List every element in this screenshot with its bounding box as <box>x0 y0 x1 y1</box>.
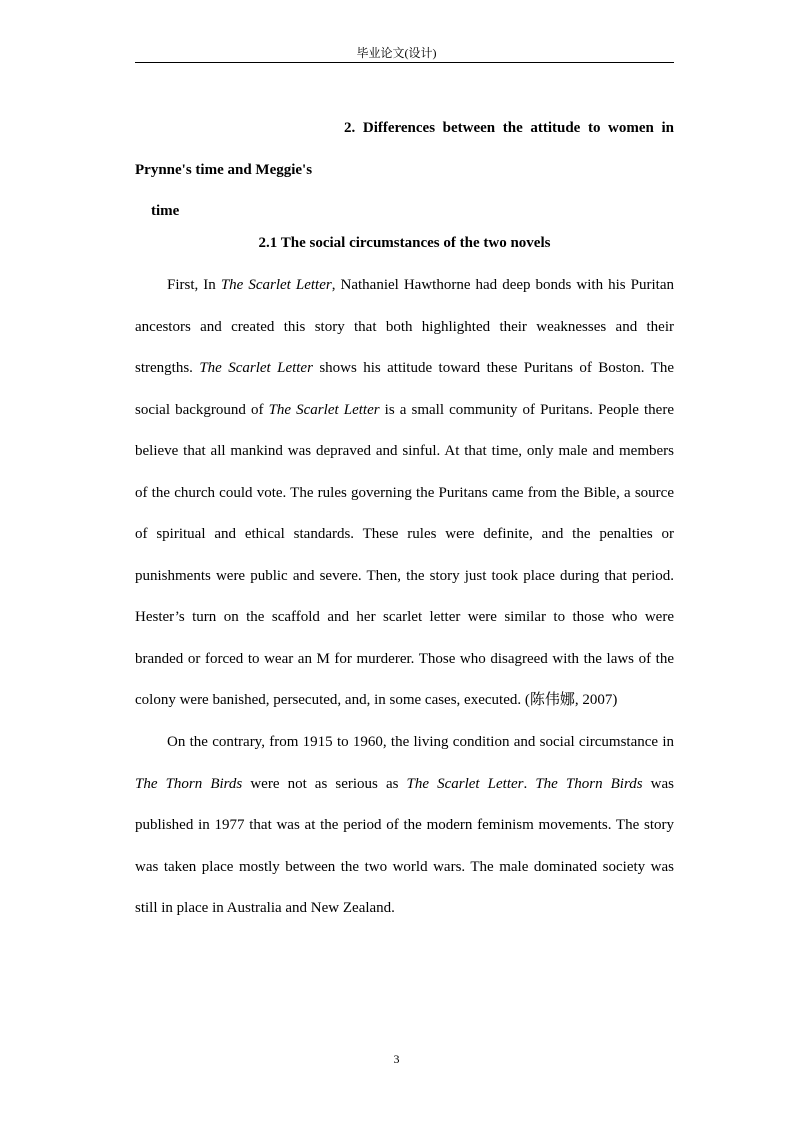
section-heading-line-1: 2. Differences between the attitude to women in <box>344 120 674 136</box>
book-title: The Thorn Birds <box>135 775 243 792</box>
text-run: First, In <box>167 277 221 293</box>
text-run: shows his attitude toward these Puritans of Boston. The social background of <box>135 360 674 418</box>
text-run: , Nathaniel Hawthorne had deep bonds with his Puritan ancestors and created this story that both highlighted their weaknesses and their strengths. <box>135 277 674 377</box>
section-heading <box>135 108 674 233</box>
paragraph-scarlet-letter <box>135 265 674 722</box>
page-number: 3 <box>393 1052 400 1066</box>
book-title: The Thorn Birds <box>535 775 643 792</box>
book-title: The Scarlet Letter <box>220 277 332 293</box>
book-title: The Scarlet Letter <box>268 401 380 418</box>
text-run: were not as serious as <box>242 775 407 792</box>
header-rule <box>135 62 674 63</box>
text-run: . <box>523 775 536 792</box>
section-heading-line-3: time <box>151 203 180 220</box>
book-title: The Scarlet Letter <box>406 775 524 792</box>
text-run: was published in 1977 that was at the period of the modern feminism movements. The story was taken place mostly between the two world wars. The male dominated society was still in place in Australia and New Zealand. <box>135 775 674 917</box>
subsection-heading: 2.1 The social circumstances of the two novels <box>258 235 551 251</box>
paragraph-thorn-birds <box>135 722 674 930</box>
text-run: is a small community of Puritans. People there believe that all mankind was depraved and sinful. At that time, only male and members of the church could vote. The rules governing the Puritans came from the Bible, a source of spiritual and ethical standards. These rules were definite, and the penalties or punishments were public and severe. Then, the story just took place during that period. Hester’s turn on the scaffold and her scarlet letter were similar to those who were branded or forced to wear an M for murderer. Those who disagreed with the laws of the colony were banished, persecuted, and, in some cases, executed. (陈伟娜, 2007) <box>135 401 674 709</box>
section-heading-line-2: Prynne's time and Meggie's <box>135 161 313 178</box>
body-text <box>135 265 674 930</box>
text-run: On the contrary, from 1915 to 1960, the living condition and social circumstance in <box>167 734 674 751</box>
book-title: The Scarlet Letter <box>199 360 313 377</box>
running-header: 毕业论文(设计) <box>356 46 437 60</box>
